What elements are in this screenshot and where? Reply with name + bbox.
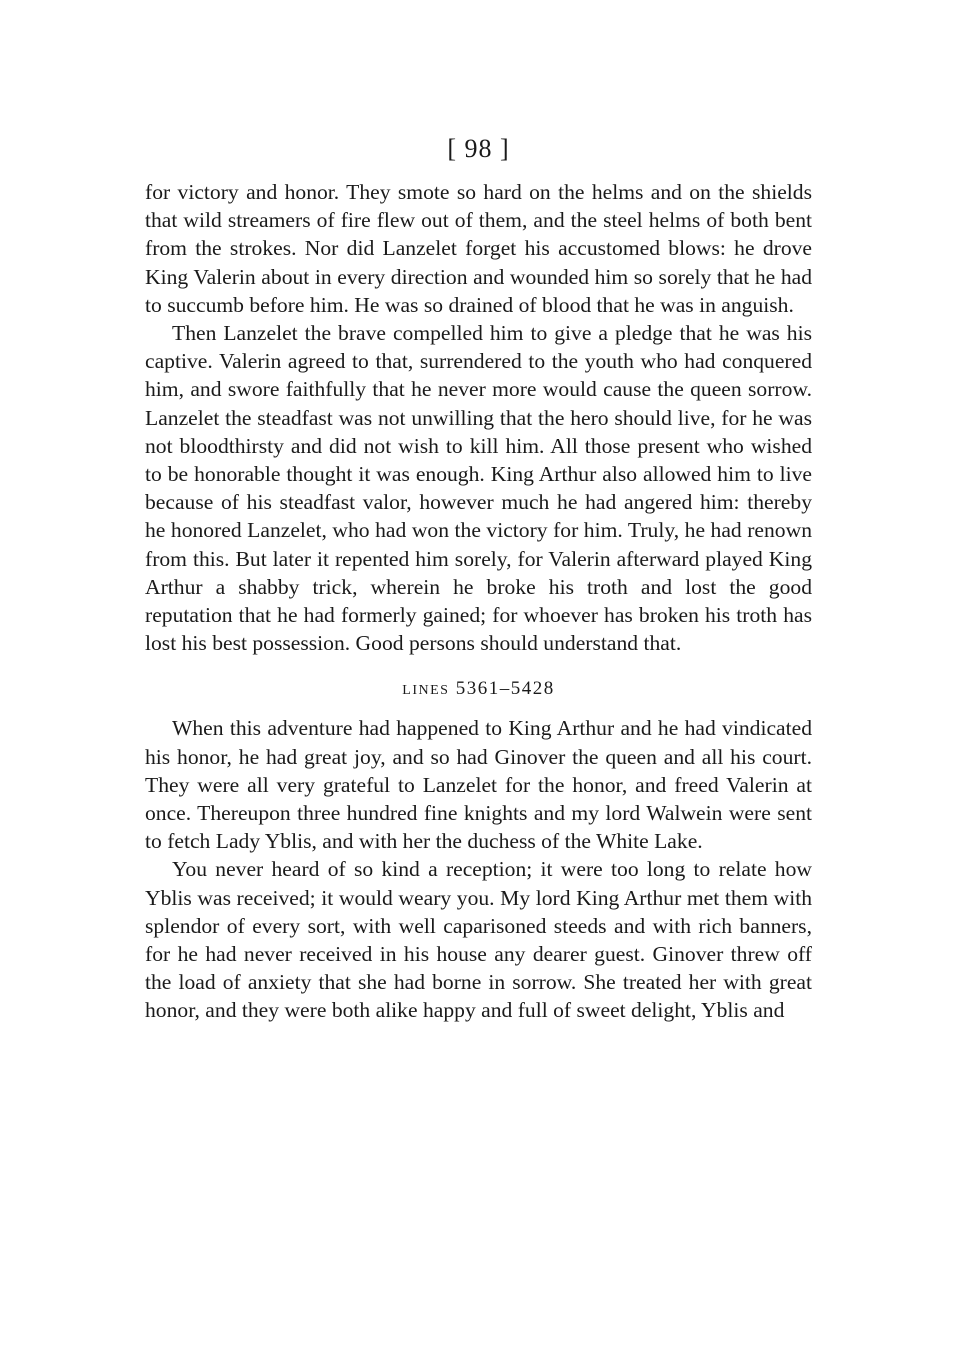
paragraph: Then Lanzelet the brave compelled him to give a pledge that he was his captive. Valerin agreed to that, surrendered to the youth who had conquered him, and swore faithfully that he never more would cause the queen sorrow. Lanzelet the steadfast was not unwilling that the hero should live, for he was not bloodthirsty and did not wish to kill him. All those present who wished to be honorable thought it was enough. King Arthur also allowed him to live because of his steadfast valor, however much he had angered him: thereby he honored Lanzelet, who had won the victory for him. Truly, he had renown from this. But later it repented him sorely, for Valerin afterward played King Arthur a shabby trick, wherein he broke his troth and lost the good reputation that he had formerly gained; for whoever has broken his troth has lost his best possession. Good persons should understand that. xyxy=(145,321,812,656)
section-heading-range: 5361–5428 xyxy=(455,678,555,700)
paragraph: You never heard of so kind a reception; it were too long to relate how Yblis was received; it would weary you. My lord King Arthur met them with splendor of every sort, with well caparisoned steeds and with rich banners, for he had never received in his house any dearer guest. Ginover threw off the load of anxiety that she had borne in sorrow. She treated her with great honor, and they were both alike happy and full of sweet delight, Yblis and xyxy=(145,857,812,1023)
book-page xyxy=(145,0,812,1358)
paragraph: When this adventure had happened to King Arthur and he had vindicated his honor, he had great joy, and so had Ginover the queen and all his court. They were all very grateful to Lanzelet for the honor, and freed Valerin at once. Thereupon three hundred fine knights and my lord Walwein were sent to fetch Lady Yblis, and with her the duchess of the White Lake. xyxy=(145,716,812,854)
body-text xyxy=(145,178,812,1025)
paragraph: for victory and honor. They smote so hard on the helms and on the shields that wild streamers of fire flew out of them, and the steel helms of both bent from the strokes. Nor did Lanzelet forget his accustomed blows: he drove King Valerin about in every direction and wounded him so sorely that he had to succumb before him. He was so drained of blood that he was in anguish. xyxy=(145,180,812,317)
section-heading-label: LINES xyxy=(402,683,450,699)
page-number: [ 98 ] xyxy=(447,134,510,163)
section-heading xyxy=(145,674,812,706)
